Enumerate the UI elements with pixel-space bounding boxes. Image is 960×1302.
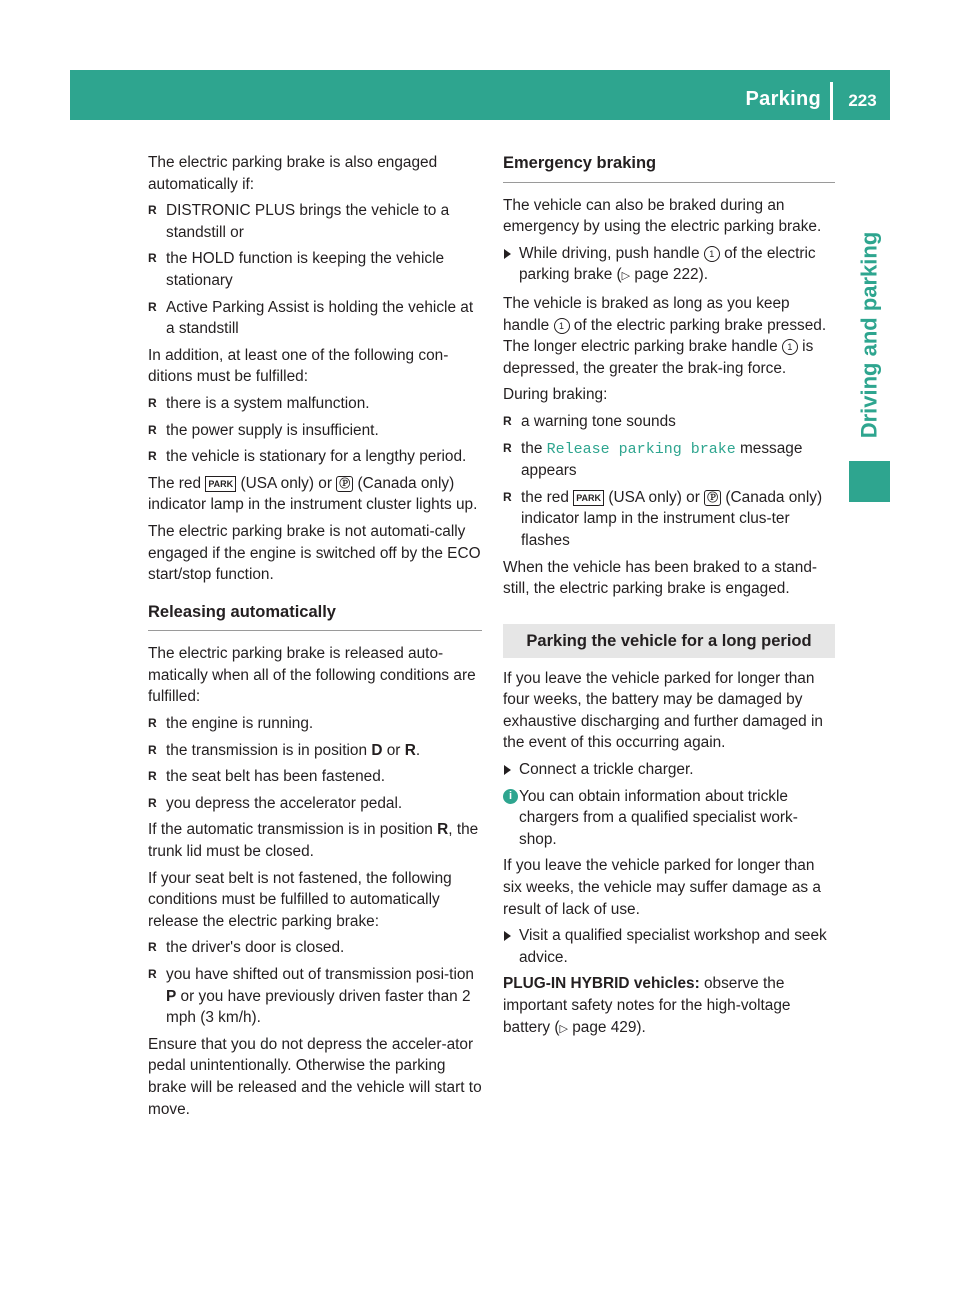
page-ref-icon: ▷	[621, 270, 631, 283]
list-item: R the engine is running.	[148, 713, 482, 735]
info-note: i You can obtain information about trickle chargers from a qualified specialist work-shop.	[503, 786, 835, 851]
header-bar	[70, 70, 890, 120]
standstill-text: When the vehicle has been braked to a stand-still, the electric parking brake is engaged.	[503, 558, 817, 598]
list-item: R a warning tone sounds	[503, 411, 835, 433]
page-number: 223	[848, 91, 877, 110]
release-intro: The electric parking brake is released auto-matically when all of the following conditions are fulfilled:	[148, 645, 476, 706]
release-heading: Releasing automatically	[148, 602, 482, 632]
list-item: R DISTRONIC PLUS brings the vehicle to a standstill or	[148, 200, 482, 243]
four-weeks-text: If you leave the vehicle parked for longer than four weeks, the battery may be damaged by exhaustive discharging and further damaged in the event of this occurring again.	[503, 669, 823, 752]
emergency-heading: Emergency braking	[503, 153, 835, 183]
handle-number-icon: 1	[554, 318, 570, 334]
action-item: While driving, push handle 1 of the electric parking brake (▷ page 222).	[503, 243, 835, 288]
section-title: Parking	[745, 88, 821, 110]
plugin-hybrid-note: PLUG-IN HYBRID vehicles: observe the important safety notes for the high-voltage battery (▷ page 429).	[503, 975, 791, 1036]
park-icon: PARK	[573, 490, 604, 506]
long-period-heading: Parking the vehicle for a long period	[503, 624, 835, 658]
list-item: R Active Parking Assist is holding the vehicle at a standstill	[148, 297, 482, 340]
seatbelt-intro: If your seat belt is not fastened, the following conditions must be fulfilled to automatically release the electric parking brake:	[148, 869, 452, 930]
park-icon: PARK	[205, 476, 236, 492]
list-item: R there is a system malfunction.	[148, 393, 482, 415]
condition-intro: In addition, at least one of the following con-ditions must be fulfilled:	[148, 346, 449, 386]
held-text: The vehicle is braked as long as you keep handle 1 of the electric parking brake pressed. The longer electric parking brake handle 1 is depressed, the greater the brak-ing force.	[503, 294, 827, 377]
list-item: R the driver's door is closed.	[148, 937, 482, 959]
during-intro: During braking:	[503, 386, 608, 404]
engage-intro: The electric parking brake is also engaged automatically if:	[148, 154, 438, 193]
chapter-tab	[849, 231, 889, 439]
handle-number-icon: 1	[782, 339, 798, 355]
action-item: Connect a trickle charger.	[503, 759, 835, 781]
trunk-note: If the automatic transmission is in position R, the trunk lid must be closed.	[148, 821, 479, 861]
warning-text: Ensure that you do not depress the acceler-ator pedal unintentionally. Otherwise the parking brake will be released and the vehicle will start to move.	[148, 1035, 482, 1118]
header-divider	[830, 82, 833, 120]
eco-note: The electric parking brake is not automati-cally engaged if the engine is switched off by the ECO start/stop function.	[148, 522, 481, 584]
handle-number-icon: 1	[704, 246, 720, 262]
list-item: R the power supply is insufficient.	[148, 420, 482, 442]
list-item: R the vehicle is stationary for a lengthy period.	[148, 446, 482, 468]
list-item: R you depress the accelerator pedal.	[148, 793, 482, 815]
info-icon: i	[503, 789, 518, 804]
list-item: R the HOLD function is keeping the vehicle stationary	[148, 248, 482, 291]
six-weeks-text: If you leave the vehicle parked for longer than six weeks, the vehicle may suffer damage as a result of lack of use.	[503, 857, 821, 918]
page-ref-icon: ▷	[559, 1022, 568, 1035]
list-item: R the red PARK (USA only) or Ⓟ (Canada only) indicator lamp in the instrument clus-ter flashes	[503, 487, 835, 552]
parking-brake-icon: Ⓟ	[336, 476, 353, 492]
left-column	[148, 152, 482, 1125]
list-item: R the Release parking brake message appears	[503, 438, 835, 482]
list-item: R the transmission is in position D or R.	[148, 740, 482, 762]
emergency-intro: The vehicle can also be braked during an emergency by using the electric parking brake.	[503, 196, 822, 236]
right-column	[503, 152, 835, 1045]
action-item: Visit a qualified specialist workshop and seek advice.	[503, 925, 835, 968]
chapter-marker	[849, 461, 890, 502]
red-lamp-text: The red PARK (USA only) or Ⓟ (Canada only) indicator lamp in the instrument cluster lights up.	[148, 474, 478, 514]
parking-brake-icon: Ⓟ	[704, 490, 721, 506]
display-message: Release parking brake	[546, 440, 736, 458]
list-item: R you have shifted out of transmission posi-tion P or you have previously driven faster than 2 mph (3 km/h).	[148, 964, 482, 1029]
chapter-tab-label: Driving and parking	[856, 231, 881, 439]
list-item: R the seat belt has been fastened.	[148, 766, 482, 788]
